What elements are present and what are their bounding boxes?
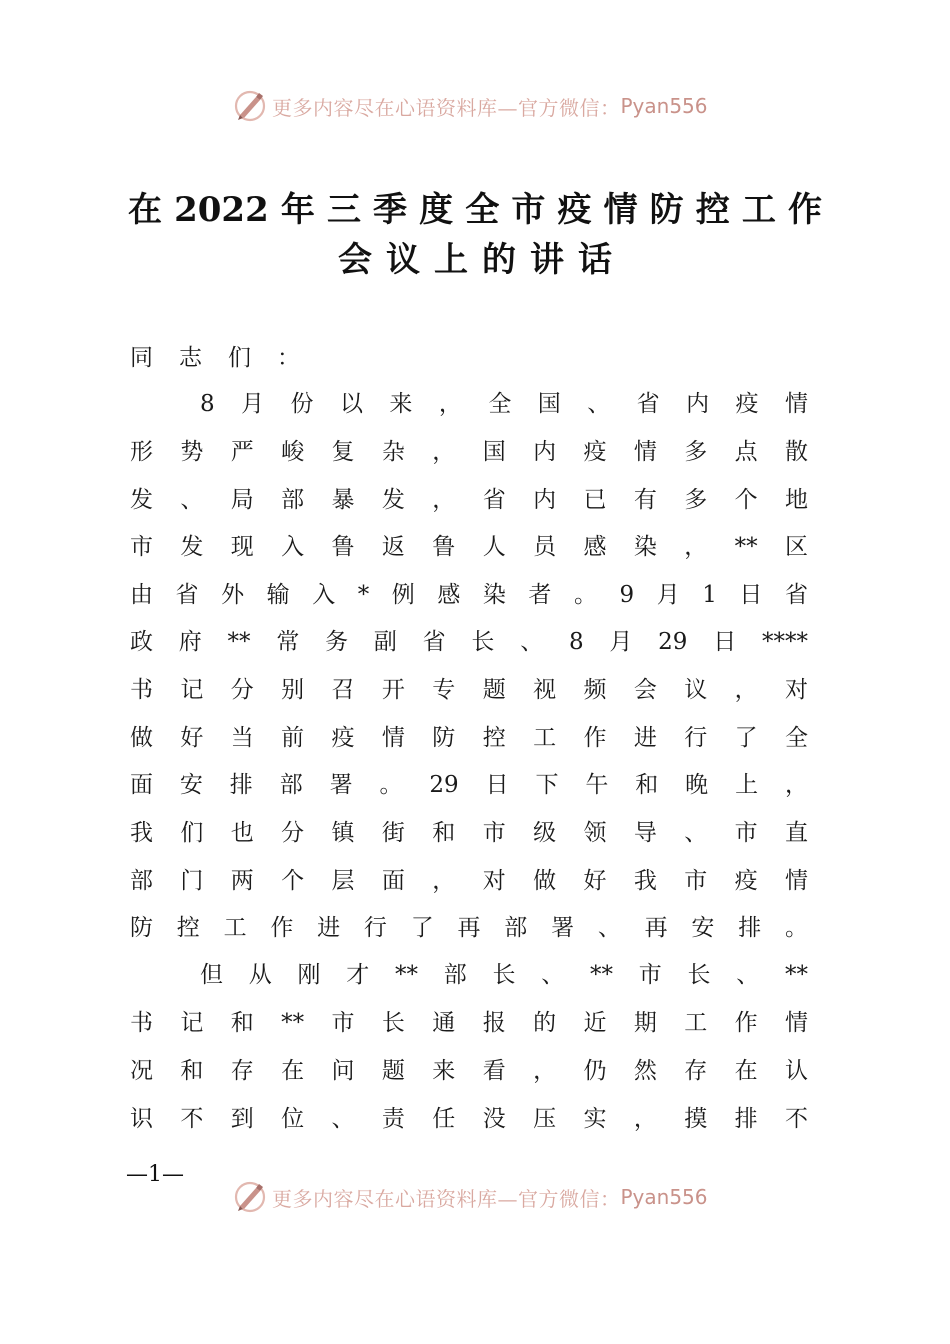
body-line: 面安排部署。29日下午和晚上， xyxy=(130,772,808,798)
body-line: 市发现入鲁返鲁人员感染，**区 xyxy=(130,534,808,560)
body-line: 发、局部暴发，省内已有多个地 xyxy=(130,487,808,513)
header-watermark xyxy=(232,86,708,126)
body-line: 形势严峻复杂，国内疫情多点散 xyxy=(130,439,808,465)
footer-watermark xyxy=(232,1177,708,1217)
watermark-text: 更多内容尽在心语资料库—官方微信： xyxy=(272,95,621,120)
page-title-line-2: 会议上的讲话 xyxy=(338,240,626,280)
watermark-text: 更多内容尽在心语资料库—官方微信： xyxy=(272,1186,621,1211)
body-line: 政府**常务副省长、8月29日**** xyxy=(130,629,808,655)
watermark-handle: Pyan556 xyxy=(620,94,708,118)
body-line: 但从刚才**部长、**市长、** xyxy=(200,962,808,988)
page-title-line-1: 在2022年三季度全市疫情防控工作 xyxy=(128,190,822,230)
body-line: 做好当前疫情防控工作进行了全 xyxy=(130,725,808,751)
page-number: —1— xyxy=(126,1162,184,1187)
watermark-handle: Pyan556 xyxy=(620,1185,708,1209)
pen-logo-icon xyxy=(232,88,268,124)
body-line: 我们也分镇街和市级领导、市直 xyxy=(130,820,808,846)
body-line: 况和存在问题来看，仍然存在认 xyxy=(130,1058,808,1084)
body-line: 书记和**市长通报的近期工作情 xyxy=(130,1010,808,1036)
body-line: 部门两个层面，对做好我市疫情 xyxy=(130,868,808,894)
pen-logo-icon xyxy=(232,1179,268,1215)
body-line: 8月份以来，全国、省内疫情 xyxy=(200,391,808,417)
salutation: 同志们： xyxy=(130,345,300,371)
body-line: 识不到位、责任没压实，摸排不 xyxy=(130,1106,808,1132)
body-line: 书记分别召开专题视频会议，对 xyxy=(130,677,808,703)
body-line: 由省外输入*例感染者。9月1日省 xyxy=(130,582,808,608)
body-line: 防控工作进行了再部署、再安排。 xyxy=(130,915,808,941)
